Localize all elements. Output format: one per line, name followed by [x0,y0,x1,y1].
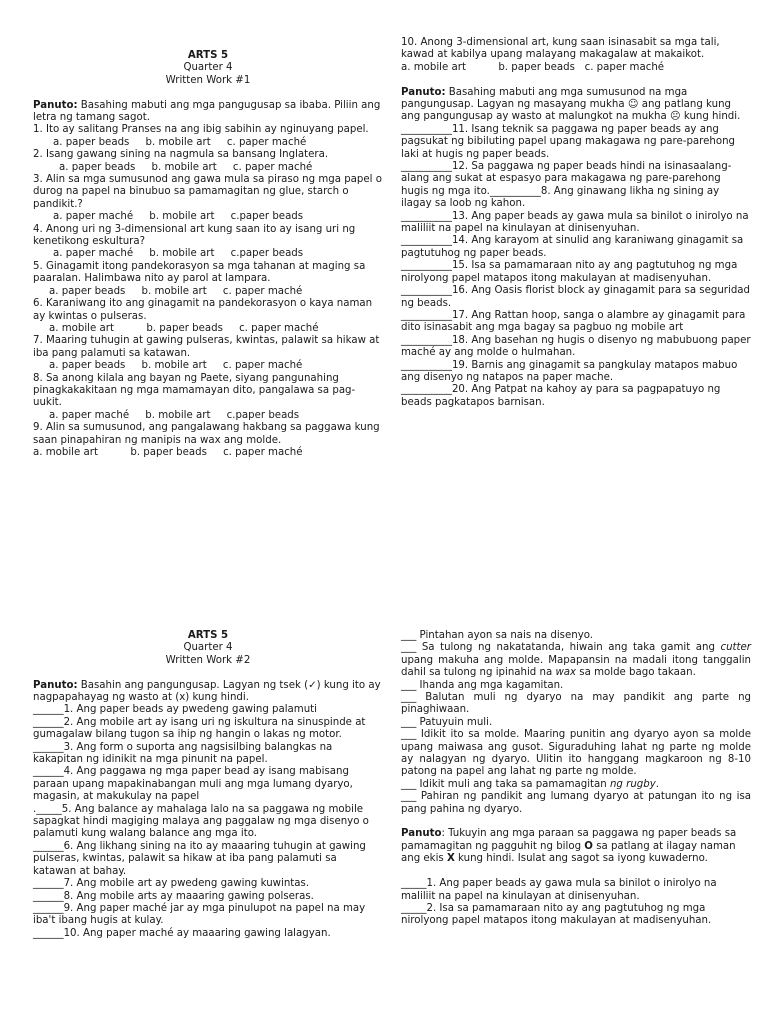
question-2-options: a. paper beads b. mobile art c. paper maché [59,161,313,173]
step-7-text-b: . [655,778,659,790]
p2-instr-text: Basahin ang pangungusap. Lagyan ng tsek (✓) kung ito ay nagpapahayag ng wasto at (x) kung hindi. [33,679,381,704]
question-2: 2. Isang gawang sining na nagmula sa bansang Inglatera. [33,149,329,161]
question-7-options: a. paper beads b. mobile art c. paper maché [49,360,303,372]
item-7: ______7. Ang mobile art ay pwedeng gawing kuwintas. [33,878,310,890]
statement-19: __________19. Barnis ang ginagamit sa pangkulay matapos mabuo ang disenyo ng natapos na paper mache. [401,359,738,383]
page1-title: ARTS 5 [187,50,229,61]
question-7: 7. Maaring tuhugin at gawing pulseras, kwintas, palawit sa hikaw at iba pang palamuti sa katawan. [33,335,380,359]
item-1: ______1. Ang paper beads ay pwedeng gawing palamuti [33,704,318,716]
question-6-options: a. mobile art b. paper beads c. paper maché [49,322,319,334]
step-5: ___ Patuyuin muli. [401,716,493,728]
step-2-text-c: sa molde bago takaan. [576,667,696,679]
worksheet-page-2 [0,512,768,1024]
statement-17: __________17. Ang Rattan hoop, sanga o alambre ay ginagamit para dito isinasabit ang mga bagay sa pagbuo ng mobile art [401,309,746,334]
question-9-options: a. mobile art b. paper beads c. paper maché [33,446,303,458]
statement-11: __________11. Isang teknik sa paggawa ng paper beads ay ang pagsukat ng bibiluting papel upang makagawa ng pare-parehong laki at hugis ng paper beads. [401,123,735,160]
page1-quarter: Quarter 4 [183,62,233,74]
step-2-text-a: ___ Sa tulong ng nakatatanda, hiwain ang taka gamit ang [401,642,721,654]
question-5: 5. Ginagamit itong pandekorasyon sa mga tahanan at maging sa paaralan. Halimbawa nito ay parol at lampara. [33,260,366,285]
p2-instr2-label: Panuto [401,828,442,840]
question-3: 3. Alin sa mga sumusunod ang gawa mula sa piraso ng mga papel o durog na papel na binubuo sa pamamagitan ng glue, starch o pandikit.? [33,174,382,210]
instr-label: Panuto: [33,99,78,111]
item-8: ______8. Ang mobile arts ay maaaring gawing polseras. [33,890,314,902]
step-1: ___ Pintahan ayon sa nais na disenyo. [401,630,594,641]
question-4: 4. Anong uri ng 3-dimensional art kung saan ito ay isang uri ng kenetikong eskultura? [33,223,356,248]
page2-right-column [401,630,751,928]
item-5: ._____5. Ang balance ay mahalaga lalo na sa paggawa ng mobile sapagkat hindi magiging malaya ang paggalaw ng mga disenyo o palamuti kung walang balance ang mga ito. [33,803,369,840]
p2-instr2-a: : Tukuyin ang mga paraan sa paggawa ng paper beads sa pamamagitan ng pagguhit ng bilog [401,828,737,852]
step-4: ___ Balutan muli ng dyaryo na may pandikit ang parte ng pinaghiwaan. [401,692,751,716]
item-10: ______10. Ang paper maché ay maaaring gawing lalagyan. [33,927,331,939]
step-8: ___ Pahiran ng pandikit ang lumang dyaryo at patungan ito ng isa pang pahina ng dyaryo. [401,791,751,815]
p2-instr2-b: sa patlang at ilagay naman ang ekis [401,840,736,865]
statement-14: __________14. Ang karayom at sinulid ang karaniwang ginagamit sa pagtutuhog ng paper beads. [401,235,744,259]
step-2 [401,642,751,679]
item-2: ______2. Ang mobile art ay isang uri ng iskultura na sinuspinde at gumagalaw bilang tugon sa ihip ng hangin o lakas ng motor. [33,716,366,741]
question-1: 1. Ito ay salitang Pranses na ang ibig sabihin ay nginuyang papel. [33,124,369,136]
page2-instructions [33,680,383,705]
step-2-wax: wax [555,667,577,679]
question-10-options: a. mobile art b. paper beads c. paper maché [401,61,665,73]
step-6: ___ Idikit ito sa molde. Maaring punitin ang dyaryo ayon sa molde upang maiwasa ang gusot. Siguraduhing lahat ng parte ng molde ay nalagyan ng dyaryo. Ulitin ito hanggang magkaroon ng 8-10 patong na papel ang lahat ng parte ng molde. [401,729,751,778]
statement-16: __________16. Ang Oasis florist block ay ginagamit para sa seguridad ng beads. [401,285,750,309]
statement-15: __________15. Isa sa pamamaraan nito ay ang pagtutuhog ng mga nirolyong papel matapos itong makulayan at madisenyuhan. [401,260,738,284]
instr-text: Basahing mabuti ang mga pangugusap sa ibaba. Piliin ang letra ng tamang sagot. [33,99,381,124]
item-3: ______3. Ang form o suporta ang nagsisilbing balangkas na kakapitan ng idinikit na mga pinunit na papel. [33,741,333,766]
item-6: ______6. Ang likhang sining na ito ay maaaring tuhugin at gawing pulseras, kwintas, palawit sa hikaw at iba pang palamuti sa katawan at bahay. [33,840,366,877]
question-10: 10. Anong 3-dimensional art, kung saan isinasabit sa mga tali, kawad at kabilya upang malayang makagalaw at makaikot. [401,37,720,61]
instr2-text: Basahing mabuti ang mga sumusunod na mga pangungusap. Lagyan ng masayang mukha ☺ ang patlang kung ang pangungusap ay wasto at malungkot na mukha ☹ kung hindi. [401,86,741,123]
page1-instructions-2 [401,87,751,124]
instr2-label: Panuto: [401,86,446,98]
question-4-options: a. paper maché b. mobile art c.paper beads [53,248,304,260]
step-2-cutter: cutter [720,642,751,654]
p2-instr2-x: X [446,853,455,865]
question-8: 8. Sa anong kilala ang bayan ng Paete, siyang pangunahing pinagkakakitaan ng mga mamamayan dito, pangalawa sa pag-uukit. [33,372,356,409]
recall-1: _____1. Ang paper beads ay gawa mula sa binilot o inirolyo na maliliit na papel na kinulayan at dinisenyuhan. [401,878,717,902]
page2-quarter: Quarter 4 [183,642,233,654]
page2-written-work: Written Work #2 [165,654,251,666]
step-7-rugby: ng rugby [609,778,656,790]
statement-12: __________12. Sa paggawa ng paper beads hindi na isinasaalang-alang ang sukat at espasyo para makagawa ng pare-parehong hugis ng mga ito.__________8. Ang ginawang likha ng sining ay ilagay sa loob ng kahon. [401,161,732,210]
page2-header [33,630,383,667]
question-8-options: a. paper maché b. mobile art c.paper beads [49,409,300,421]
page1-instructions [33,100,383,125]
page2-instructions-2 [401,828,751,865]
p2-instr2-c: kung hindi. Isulat ang sagot sa iyong kuwaderno. [454,853,708,865]
question-6: 6. Karaniwang ito ang ginagamit na pandekorasyon o kaya naman ay kwintas o pulseras. [33,298,373,322]
item-4: ______4. Ang paggawa ng mga paper bead ay isang mabisang paraan upang mapakinabangan muli ang mga lumang dyaryo, magasin, at makukulay na papel [33,766,353,803]
recall-2: _____2. Isa sa pamamaraan nito ay ang pagtutuhog ng mga nirolyong papel matapos itong makulayan at madisenyuhan. [401,902,712,927]
step-2-text-b: upang makuha ang molde. Mapapansin na madali itong tanggalin dahil sa tulong ng ipinahid na [401,654,751,679]
p2-instr2-circle: O [584,840,593,852]
question-9: 9. Alin sa sumusunod, ang pangalawang hakbang sa paggawa kung saan pinapahiran ng manipis na wax ang molde. [33,422,380,446]
statement-13: __________13. Ang paper beads ay gawa mula sa binilot o inirolyo na maliliit na papel na kinulayan at dinisenyuhan. [401,210,749,235]
item-9: ______9. Ang paper maché jar ay mga pinulupot na papel na may iba't ibang hugis at kulay. [33,902,366,927]
statement-20: __________20. Ang Patpat na kahoy ay para sa pagpapatuyo ng beads pagkatapos barnisan. [401,384,721,408]
page2-title: ARTS 5 [187,630,229,641]
page2-left-column [33,630,383,940]
question-1-options: a. paper beads b. mobile art c. paper maché [53,136,307,148]
question-3-options: a. paper maché b. mobile art c.paper beads [53,211,304,223]
page1-written-work: Written Work #1 [165,74,251,86]
page1-right-column [401,37,751,409]
question-5-options: a. paper beads b. mobile art c. paper maché [49,285,303,297]
step-7 [401,779,751,791]
page1-header [33,50,383,87]
step-3: ___ Ihanda ang mga kagamitan. [401,679,564,691]
statement-18: __________18. Ang basehan ng hugis o disenyo ng mabubuong paper maché ay ang molde o hulmahan. [401,334,751,359]
page1-left-column [33,50,383,459]
step-7-text-a: ___ Idikit muli ang taka sa pamamagitan [401,778,610,790]
p2-instr-label: Panuto: [33,679,78,691]
